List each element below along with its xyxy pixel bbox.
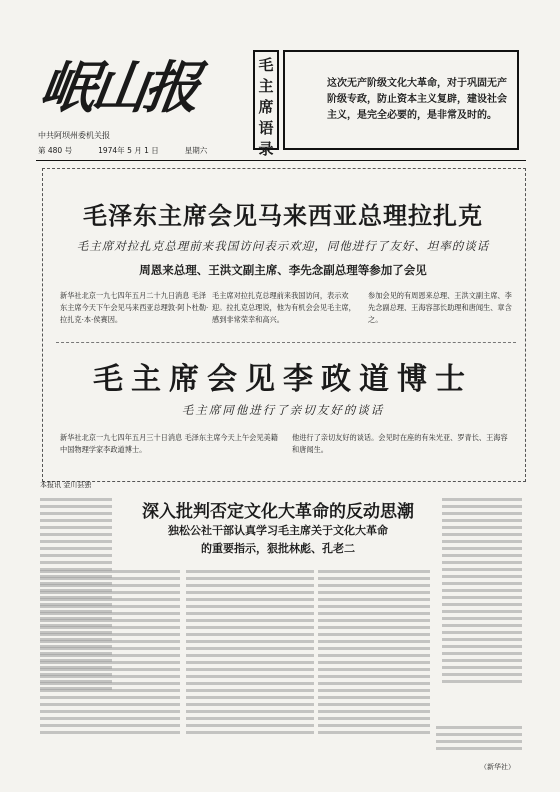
issue-date: 1974年 5 月 1 日: [98, 146, 159, 155]
article1-lead-right: 参加会见的有周恩来总理、王洪文副主席、李先念副总理、王海容部长助理和唐闻生、章含之。: [368, 291, 512, 324]
quotation-label-char: 毛: [258, 56, 274, 74]
article1-headline: 毛泽东主席会见马来西亚总理拉扎克: [83, 201, 483, 230]
article3-byline: 本报讯 金川县独: [40, 481, 92, 489]
article3-column-1b: [40, 566, 180, 766]
masthead-rule: [36, 160, 526, 161]
quotation-label: [253, 50, 279, 158]
article3-subhead: 独松公社干部认真学习毛主席关于文化大革命: [168, 524, 388, 537]
article3-headline: 深入批判否定文化大革命的反动思潮: [142, 502, 414, 522]
article3-column-4: [442, 494, 522, 714]
article1-lead-mid: 毛主席对拉扎克总理前来我国访问，表示欢迎。拉扎克总理说，他为有机会会见毛主席，感到非常荣幸和高兴。: [212, 291, 356, 324]
masthead-logo: 岷山报: [35, 55, 201, 121]
article1-subhead2: 周恩来总理、王洪文副主席、李先念副总理等参加了会见: [139, 263, 427, 277]
article2-lead-right: 他进行了亲切友好的谈话。会见时在座的有朱光亚、罗青长、王海容和唐闻生。: [292, 433, 508, 454]
article3-column-4b: [436, 722, 522, 766]
quotation-label-char: 席: [258, 98, 274, 116]
article1-lead-left: 新华社北京一九七四年五月二十九日消息 毛泽东主席今天下午会见马来西亚总理敦·阿卜杜勒·拉扎克·本·侯赛因。: [60, 291, 209, 324]
quotation-label-char: 录: [258, 140, 274, 158]
quotation-label-char: 语: [258, 119, 274, 137]
article2-headline: 毛主席会见李政道博士: [93, 362, 473, 397]
quotation-label-char: 主: [258, 77, 274, 95]
headline-divider: [56, 342, 516, 343]
article3-column-3: [318, 566, 430, 766]
quotation-text: 这次无产阶级文化大革命，对于巩固无产阶级专政，防止资本主义复辟，建设社会主义，是完全必要的，是非常及时的。: [327, 78, 507, 121]
article3-subhead2: 的重要指示，狠批林彪、孔老二: [201, 542, 355, 555]
article2-lead-left: 新华社北京一九七四年五月三十日消息 毛泽东主席今天上午会见美籍中国物理学家李政道博士。: [60, 433, 278, 454]
masthead-issue-line: [38, 145, 207, 156]
issue-number: 第 480 号: [38, 146, 73, 155]
issue-weekday: 星期六: [184, 146, 208, 155]
article2-subhead: 毛主席同他进行了亲切友好的谈话: [181, 403, 385, 417]
masthead-org-line: 中共阿坝州委机关报: [38, 131, 110, 140]
article3-footer: （新华社）: [480, 763, 515, 771]
article3-column-2: [186, 566, 314, 766]
article1-subhead: 毛主席对拉扎克总理前来我国访问表示欢迎，同他进行了友好、坦率的谈话: [76, 239, 490, 253]
quotation-box: [283, 50, 519, 150]
